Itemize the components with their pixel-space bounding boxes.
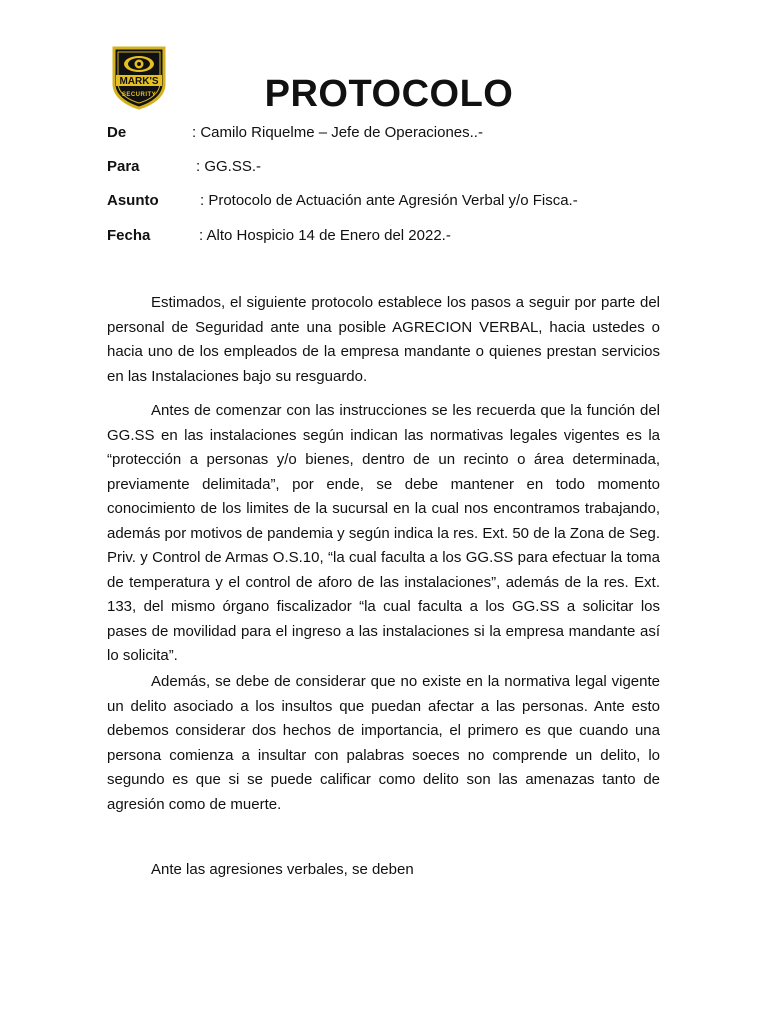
header-fecha-value: : Alto Hospicio 14 de Enero del 2022.- [199, 227, 451, 244]
header-fecha-label: Fecha [107, 227, 151, 244]
document-title: PROTOCOLO [264, 73, 514, 115]
header-para-label: Para [107, 158, 140, 175]
logo-sub-text: SECURITY [121, 92, 157, 98]
header-de-value: : Camilo Riquelme – Jefe de Operaciones..- [192, 124, 483, 141]
header-asunto-value: : Protocolo de Actuación ante Agresión Verbal y/o Fisca.- [200, 192, 578, 209]
header-asunto-label: Asunto [107, 192, 159, 209]
body-paragraph-3: Además, se debe de considerar que no existe en la normativa legal vigente un delito asociado a los insultos que puedan afectar a las personas. Ante esto debemos considerar dos hechos de importancia, el primero es que cuando una persona comienza a insultar con palabras soeces no comprende un delito, lo segundo es que si se puede calificar como delito son las amenazas tanto de agresión como de muerte. [107, 673, 660, 813]
header-para-value: : GG.SS.- [196, 158, 262, 175]
header-de-label: De [107, 124, 127, 141]
logo-brand-text: MARK'S [119, 76, 159, 87]
body-paragraph-4: Ante las agresiones verbales, se deben [151, 861, 414, 878]
body-paragraph-2: Antes de comenzar con las instrucciones se les recuerda que la función del GG.SS en las instalaciones según indican las normativas legales vigentes es la “protección a personas y/o bienes, dentro de un recinto o área determinada, previamente delimitada”, por ende, se debe mantener en todo momento conocimiento de los limites de la sucursal en la cual nos encontramos trabajando, además por motivos de pandemia y según indica la res. Ext. 50 de la Zona de Seg. Priv. y Control de Armas O.S.10, “la cual faculta a los GG.SS para efectuar la toma de temperatura y el control de aforo de las instalaciones”, además de la res. Ext. 133, del mismo órgano fiscalizador “la cual faculta a los GG.SS a solicitar los pases de movilidad para el ingreso a las instalaciones si la empresa mandante así lo solicita”. [107, 402, 660, 664]
body-paragraph-1: Estimados, el siguiente protocolo establece los pasos a seguir por parte del personal de Seguridad ante una posible AGRECION VERBAL, hacia ustedes o hacia uno de los empleados de la empresa mandante o quienes prestan servicios en las Instalaciones bajo su resguardo. [107, 294, 660, 385]
